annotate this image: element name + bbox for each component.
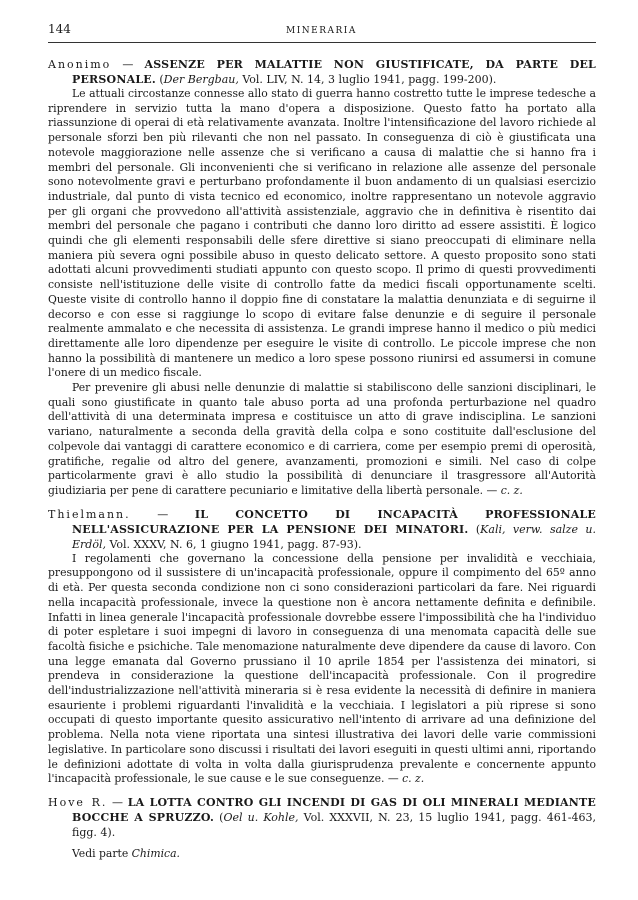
entry-paragraph: Per prevenire gli abusi nelle denunzie di malattie si stabiliscono delle sanzioni disciplinari, le quali sono giustificate in quanto tale abuso porta ad una profonda perturbazione nel quadro dell'attività di una determinata impresa e costituisce un atto di grave indisciplina. Le sanzioni variano, naturalmente a seconda della gravità della colpa e sono costituite dall'esclusione del colpevole dai vantaggi di carattere economico e di carriera, come per esempio premi di operosità, gratifiche, regalie od altro del genere, avanzamenti, promozioni e simili. Nel caso di colpe particolarmente gravi è allo studio la possibilità di denunciare il trasgressore all'Autorità giudiziaria per pene di carattere pecuniario e limitative della libertà personale. — c. z. xyxy=(48,381,596,497)
entry-signature: c. z. xyxy=(402,772,425,786)
entry-signature: c. z. xyxy=(500,483,523,497)
entry-dash: — xyxy=(111,58,145,71)
entry-author: Hove R. xyxy=(48,795,108,809)
header-rule xyxy=(48,42,596,43)
entry-paragraph: I regolamenti che governano la concessione della pensione per invalidità e vecchiaia, presuppongono od il sussistere di un'incapacità professionale, oppure il compimento del 65º anno di età. Per questa seconda condizione non ci sono considerazioni particolari da fare. Nei riguardi nella incapacità professionale, invece la questione non è ancora nettamente definita e definibile. Infatti in linea generale l'incapacità professionale dovrebbe essere l'impossibilità che ha l'individuo di poter espletare i suoi impegni di lavoro in conseguenza di una menomata capacità delle sue facoltà fisiche e psichiche. Tale menomazione naturalmente deve dipendere da cause di lavoro. Con una legge emanata dal Governo prussiano il 10 aprile 1854 per l'assistenza dei minatori, si prendeva in considerazione la questione dell'incapacità professionale. Con il progredire dell'industrializzazione nell'attività mineraria si è resa evidente la necessità di definire in maniera esauriente i problemi riguardanti l'invalidità e la vecchiaia. I legislatori a più riprese si sono occupati di questo importante quesito assicurativo nell'intento di arrivare ad una definizione del problema. Nella nota viene riportata una sintesi illustrativa dei lavori delle varie commissioni legislative. In particolare sono discussi i risultati dei lavori eseguiti in questi ultimi anni, riportando le definizioni adottate di volta in volta dalla giurisprudenza prevalente e concernente appunto l'incapacità professionale, le sue cause e le sue conseguenze. — c. z. xyxy=(48,551,596,786)
see-also-note xyxy=(48,846,596,861)
entry-author: Anonimo xyxy=(48,58,112,71)
abstract-entry-3 xyxy=(48,795,596,861)
entry-title xyxy=(48,57,596,87)
page-header xyxy=(48,22,596,38)
entry-citation: (Kali, verw. salze u. Erdöl, Vol. XXXV, N. 6, 1 giugno 1941, pagg. 87-93). xyxy=(72,522,596,551)
entry-dash: — xyxy=(130,507,195,521)
see-also-prefix: Vedi parte xyxy=(72,846,129,860)
journal-name: Der Bergbau, xyxy=(163,73,239,86)
entry-dash: — xyxy=(107,795,128,809)
entry-title xyxy=(48,795,596,840)
entry-paragraph: Le attuali circostanze connesse allo stato di guerra hanno costretto tutte le imprese tedesche a riprendere in servizio tutta la mano d'opera a disposizione. Questo fatto ha portato alla riassunzione di operai di età relativamente avanzata. Inoltre l'intensificazione del lavoro richiede al personale sforzi ben più rilevanti che non nel passato. In conseguenza di ciò è giustificata una notevole maggiorazione nelle assenze che si verificano a causa di malattie che si hanno fra i membri del personale. Gli inconvenienti che si verificano in relazione alle assenze del personale sono notevolmente gravi e perturbano profondamente il buon andamento di un qualsiasi esercizio industriale, dal punto di vista tecnico ed economico, inoltre rappresentano un notevole aggravio per gli organi che provvedono all'attività assistenziale, aggravio che in definitiva è risentito dai membri del personale che pagano i contributi che danno loro diritto ad essere assistiti. È logico quindi che gli elementi responsabili delle sfere direttive si siano preoccupati di eliminare nella maniera più severa ogni possibile abuso in questo delicato settore. A questo proposito sono stati adottati alcuni provvedimenti studiati appunto con questo scopo. Il primo di questi provvedimenti consiste nell'istituzione delle visite di controllo fatte da medici fiscali opportunamente scelti. Queste visite di controllo hanno il doppio fine di constatare la malattia denunziata e di seguirne il decorso e con esse si raggiunge lo scopo di evitare false denunzie e di seguire il personale realmente ammalato e che necessita di assistenza. Le grandi imprese hanno il medico o più medici direttamente alle loro dipendenze per eseguire le visite di controllo. Le piccole imprese che non hanno la possibilità di mantenere un medico a loro spese possono riunirsi ed assumersi in comune l'onere di un medico fiscale. xyxy=(48,87,596,380)
entry-citation: (Oel u. Kohle, Vol. XXXVII, N. 23, 15 luglio 1941, pagg. 461-463, figg. 4). xyxy=(72,810,596,839)
see-also-reference: Chimica. xyxy=(131,846,180,860)
page-number: 144 xyxy=(48,22,71,36)
running-title: MINERARIA xyxy=(286,26,357,36)
abstract-entry-1 xyxy=(48,57,596,499)
journal-name: Kali, verw. salze u. Erdöl, xyxy=(72,522,596,551)
entry-title xyxy=(48,507,596,552)
entry-citation: (Der Bergbau, Vol. LIV, N. 14, 3 luglio 1941, pagg. 199-200). xyxy=(155,73,497,86)
entry-heading: LA LOTTA CONTRO GLI INCENDI DI GAS DI OLI MINERALI MEDIANTE BOCCHE A SPRUZZO. xyxy=(72,795,597,824)
page xyxy=(48,22,596,869)
journal-name: Oel u. Kohle, xyxy=(223,810,299,824)
entry-heading: ASSENZE PER MALATTIE NON GIUSTIFICATE, DA PARTE DEL PERSONALE. xyxy=(72,58,596,86)
entry-author: Thielmann. xyxy=(48,507,131,521)
abstract-entry-2 xyxy=(48,507,596,787)
entry-heading: IL CONCETTO DI INCAPACITÀ PROFESSIONALE NELL'ASSICURAZIONE PER LA PENSIONE DEI MINATORI. xyxy=(72,507,596,536)
